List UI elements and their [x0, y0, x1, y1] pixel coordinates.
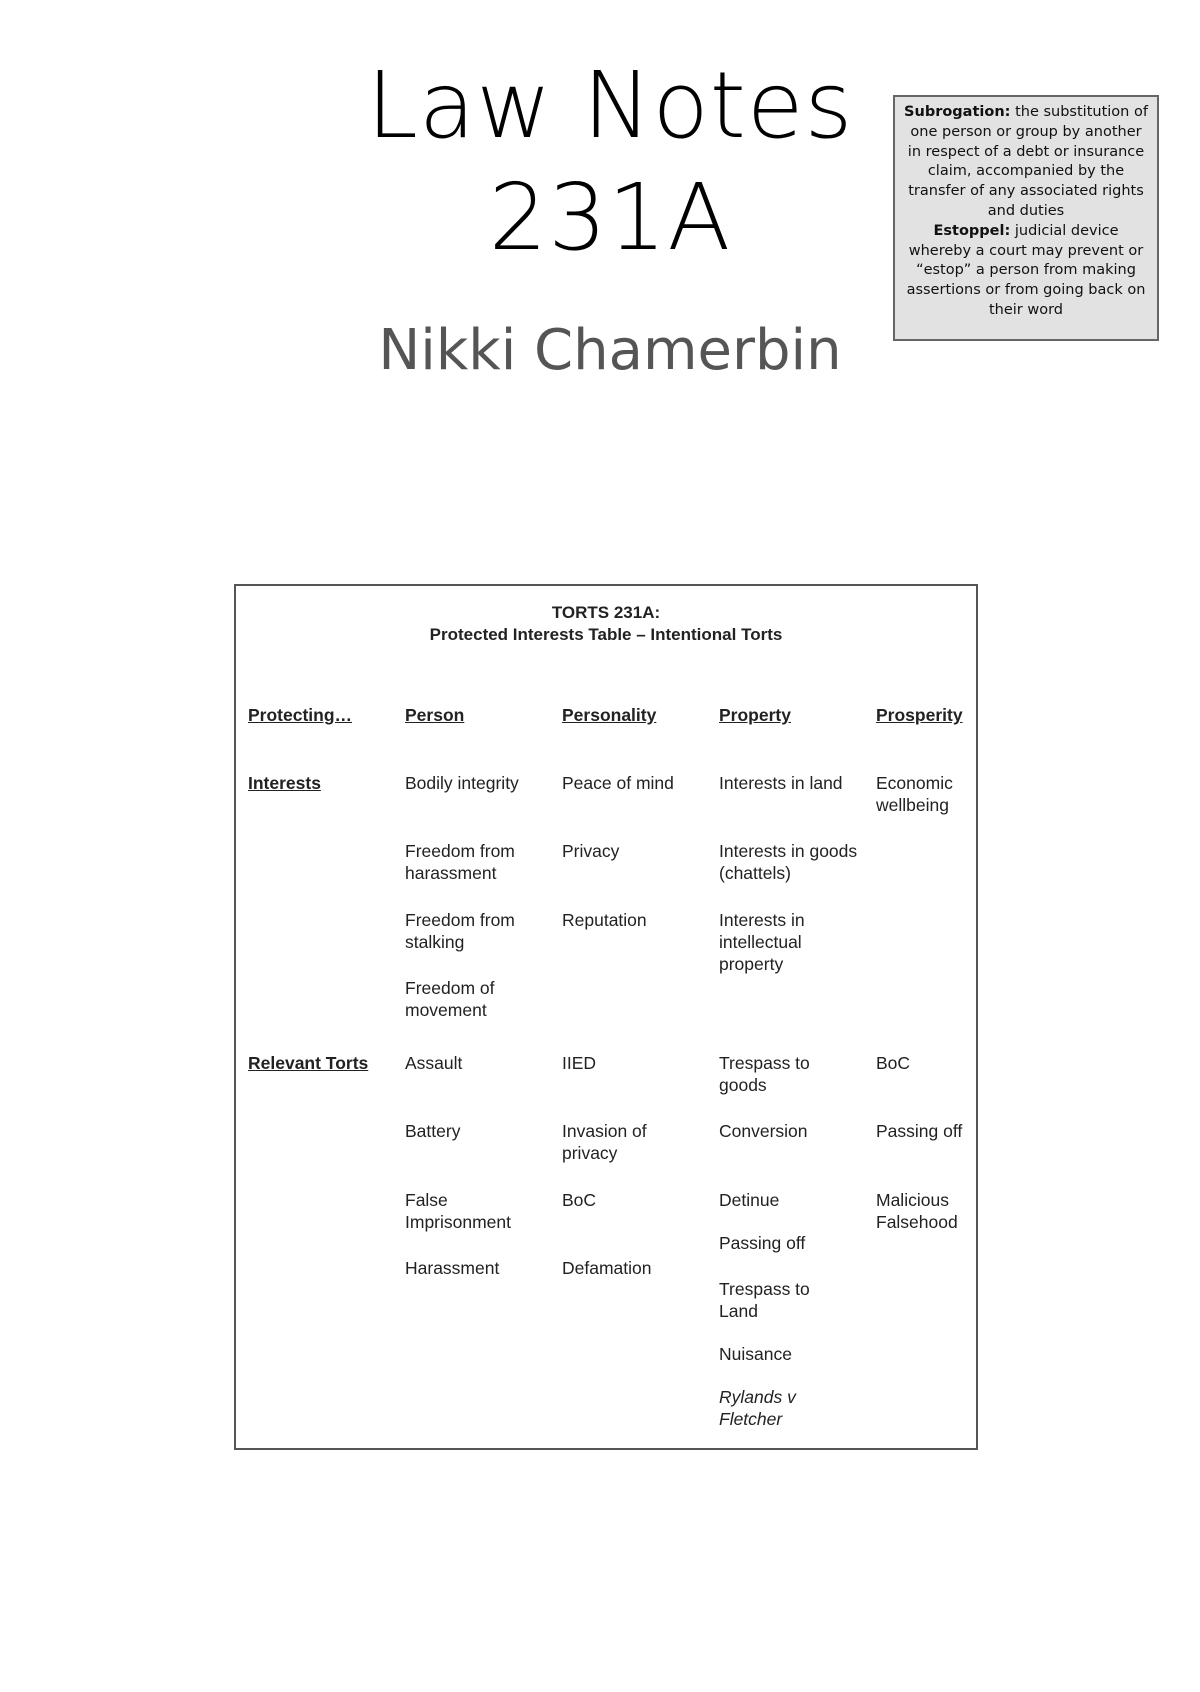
header-person: Person [405, 705, 465, 725]
author-name: Nikki Chamerbin [378, 318, 842, 383]
tort-property: Conversion [719, 1121, 808, 1141]
table-title [236, 602, 976, 646]
tort-personality: Defamation [562, 1258, 652, 1278]
interest-person: Freedom from harassment [405, 841, 515, 883]
definitions-box [893, 95, 1159, 341]
table-title-line-1: TORTS 231A: [551, 603, 661, 622]
tort-prosperity: BoC [876, 1053, 911, 1073]
tort-personality: BoC [562, 1190, 597, 1210]
interest-person: Freedom of movement [405, 978, 495, 1020]
tort-property: Trespass to goods [719, 1053, 810, 1095]
tort-person: False Imprisonment [405, 1190, 512, 1232]
tort-personality: Invasion of privacy [562, 1121, 647, 1163]
header-property: Property [719, 705, 791, 725]
tort-prosperity: Passing off [876, 1121, 963, 1141]
interest-personality: Peace of mind [562, 773, 674, 793]
page-title [300, 50, 920, 274]
interest-person: Bodily integrity [405, 773, 519, 793]
tort-person: Harassment [405, 1258, 500, 1278]
tort-property: Passing off [719, 1233, 806, 1253]
interest-person: Freedom from stalking [405, 910, 515, 952]
title-line-1: Law Notes [366, 52, 854, 159]
interests-label: Interests [248, 773, 321, 793]
tort-prosperity: Malicious Falsehood [876, 1190, 958, 1232]
header-prosperity: Prosperity [876, 705, 963, 725]
estoppel-text: judicial device whereby a court may prevent or “estop” a person from making assertions or from going back on their word [906, 222, 1146, 318]
interest-personality: Privacy [562, 841, 620, 861]
tort-personality: IIED [562, 1053, 597, 1073]
protected-interests-table [234, 584, 978, 1450]
header-protecting: Protecting… [248, 705, 353, 725]
subrogation-text: the substitution of one person or group by another in respect of a debt or insurance claim, accompanied by the transfer of any associated rights and duties [907, 104, 1148, 219]
subrogation-term: Subrogation: [904, 104, 1011, 120]
interest-property: Interests in goods (chattels) [719, 841, 858, 883]
tort-person: Battery [405, 1121, 461, 1141]
table-title-line-2: Protected Interests Table – Intentional Torts [429, 625, 783, 644]
relevant-torts-label: Relevant Torts [248, 1053, 369, 1073]
interest-prosperity: Economic wellbeing [876, 773, 953, 815]
interest-property: Interests in land [719, 773, 843, 793]
tort-property: Trespass to Land [719, 1279, 810, 1321]
interest-personality: Reputation [562, 910, 647, 930]
header-personality: Personality [562, 705, 657, 725]
tort-property: Nuisance [719, 1344, 792, 1364]
title-line-2: 231A [488, 164, 732, 271]
tort-property: Rylands v Fletcher [719, 1387, 796, 1429]
estoppel-term: Estoppel: [933, 222, 1011, 239]
tort-property: Detinue [719, 1190, 780, 1210]
tort-person: Assault [405, 1053, 463, 1073]
interest-property: Interests in intellectual property [719, 910, 805, 974]
